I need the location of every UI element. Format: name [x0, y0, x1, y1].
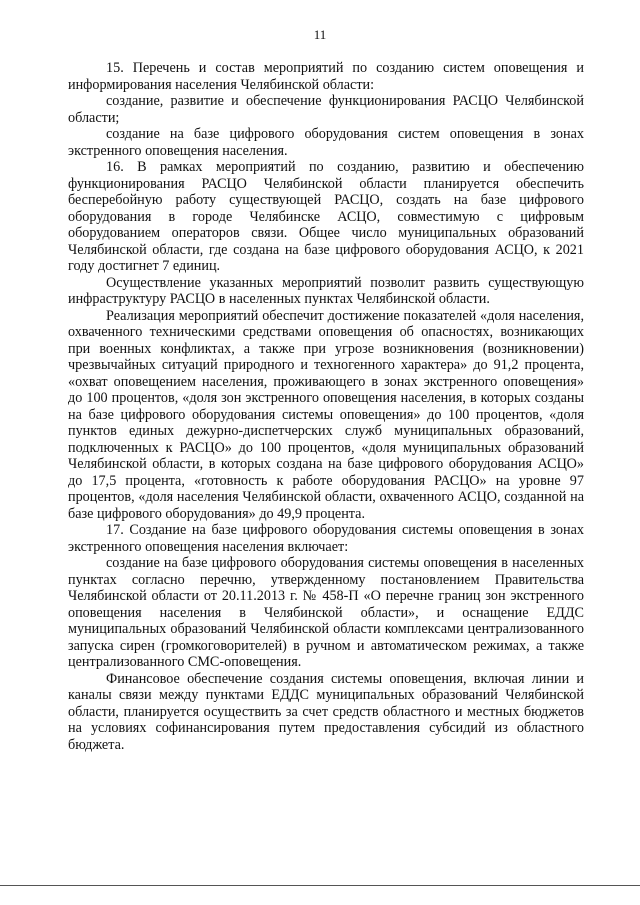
paragraph-16-result: Осуществление указанных мероприятий позволит развить существующую инфраструктуру РАСЦО в населенных пунктах Челябинской области.: [68, 274, 584, 307]
paragraph-17-item: создание на базе цифрового оборудования системы оповещения в населенных пунктах согласно перечню, утвержденному постановлением Правительства Челябинской области от 20.11.2013 г. № 458-П «О перечне границ зон экстренного оповещения населения в Челябинской области», и оснащение ЕДДС муниципальных образований Челябинской области комплексами централизованного запуска сирен (громкоговорителей) в ручном и автоматическом режимах, а также централизованного СМС-оповещения.: [68, 555, 584, 670]
paragraph-financing: Финансовое обеспечение создания системы оповещения, включая линии и каналы связи между пунктами ЕДДС муниципальных образований Челябинской области, планируется осуществить за счет средств областного и местных бюджетов на условиях софинансирования путем предоставления субсидий из областного бюджета.: [68, 670, 584, 753]
paragraph-16: 16. В рамках мероприятий по созданию, развитию и обеспечению функционирования РАСЦО Челябинской области планируется обеспечить бесперебойную работу существующей РАСЦО, создать на базе цифрового оборудования в городе Челябинске АСЦО, совместимую с цифровым оборудованием операторов связи. Общее число муниципальных образований Челябинской области, где создана на базе цифрового оборудования АСЦО, к 2021 году достигнет 7 единиц.: [68, 159, 584, 274]
paragraph-indicators: Реализация мероприятий обеспечит достижение показателей «доля населения, охваченного техническими средствами оповещения об опасностях, возникающих при военных конфликтах, а также при угрозе возникновения (возникновении) чрезвычайных ситуаций природного и техногенного характера» до 91,2 процента, «охват оповещением населения, проживающего в зонах экстренного оповещения» до 100 процентов, «доля зон экстренного оповещения населения, в которых созданы на базе цифрового оборудования системы оповещения» до 100 процентов, «доля пунктов единых дежурно-диспетчерских служб муниципальных образований, подключенных к РАСЦО» до 100 процентов, «доля муниципальных образований Челябинской области, в которых создана на базе цифрового оборудования АСЦО» до 17,5 процента, «готовность к работе оборудования РАСЦО» на уровне 97 процентов, «доля населения Челябинской области, охваченного АСЦО, созданной на базе цифрового оборудования» до 49,9 процента.: [68, 307, 584, 522]
paragraph-15-heading: 15. Перечень и состав мероприятий по созданию систем оповещения и информирования населения Челябинской области:: [68, 60, 584, 93]
paragraph-15-item-2: создание на базе цифрового оборудования систем оповещения в зонах экстренного оповещения населения.: [68, 126, 584, 159]
paragraph-15-item-1: создание, развитие и обеспечение функционирования РАСЦО Челябинской области;: [68, 93, 584, 126]
document-body: [68, 60, 584, 753]
page-number: 11: [313, 27, 327, 42]
paragraph-17-heading: 17. Создание на базе цифрового оборудования системы оповещения в зонах экстренного оповещения населения включает:: [68, 522, 584, 555]
page-bottom-rule: [0, 885, 640, 886]
